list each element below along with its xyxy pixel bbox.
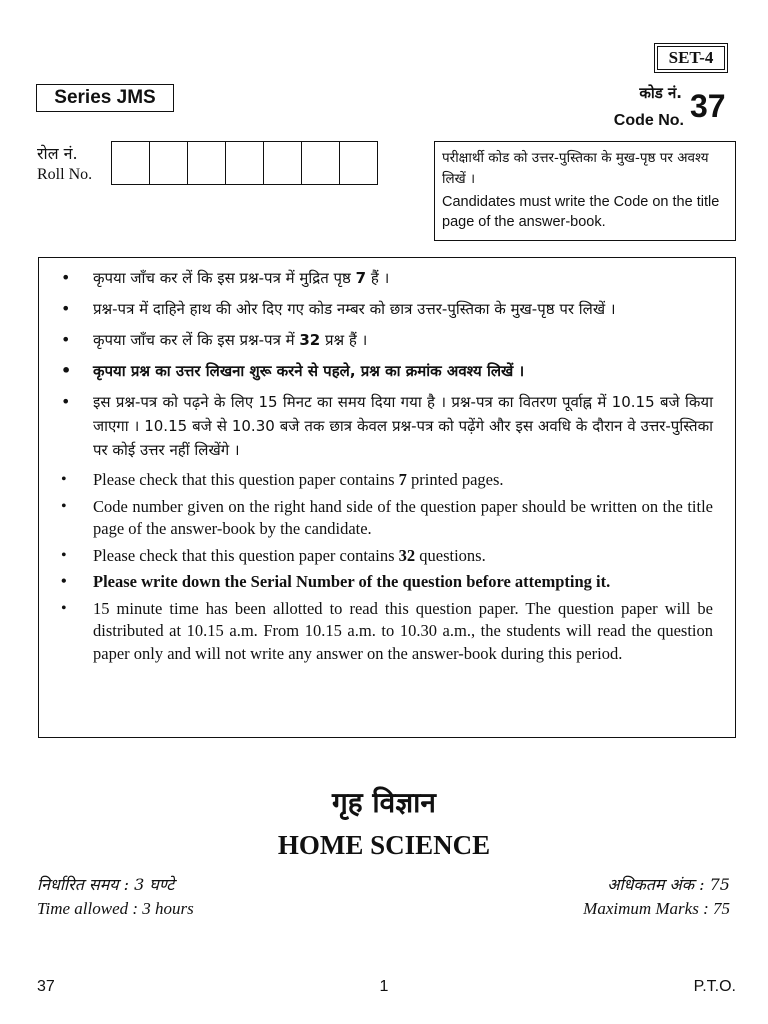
instruction-item xyxy=(59,359,713,383)
instruction-item xyxy=(59,571,713,594)
instruction-text: हैं । xyxy=(366,269,390,287)
instruction-text: कृपया जाँच कर लें कि इस प्रश्न-पत्र में मुद्रित पृष्ठ xyxy=(93,269,356,287)
instructions-list xyxy=(39,258,735,665)
instruction-text: 32 xyxy=(398,545,416,565)
code-label-hindi: कोड नं. xyxy=(639,84,682,102)
footer-code: 37 xyxy=(37,978,55,995)
instruction-text: questions. xyxy=(415,545,486,565)
instruction-item xyxy=(59,545,713,568)
instruction-item xyxy=(59,598,713,666)
instruction-item xyxy=(59,328,713,352)
roll-number-cell[interactable] xyxy=(188,142,226,184)
instruction-text: कृपया प्रश्न का उत्तर लिखना शुरू करने से पहले, प्रश्न का क्रमांक अवश्य लिखें । xyxy=(93,362,525,380)
time-allowed-hindi: निर्धारित समय : 3 घण्टे xyxy=(37,875,175,894)
footer-pto: P.T.O. xyxy=(693,978,736,995)
instruction-text: कृपया जाँच कर लें कि इस प्रश्न-पत्र में xyxy=(93,331,300,349)
set-label: SET-4 xyxy=(657,46,725,70)
instruction-text: इस प्रश्न-पत्र को पढ़ने के लिए 15 मिनट का समय दिया गया है । प्रश्न-पत्र का वितरण पूर्वाह्न में 10.15 बजे किया जाएगा । 10.15 बजे से 10.30 बजे तक छात्र केवल प्रश्न-पत्र को पढ़ेंगे और इस अवधि के दौरान वे उत्तर-पुस्तिका पर कोई उत्तर नहीं लिखेंगे । xyxy=(93,393,713,459)
instruction-item xyxy=(59,390,713,462)
instruction-text: 7 xyxy=(355,269,367,287)
candidate-note-hindi: परीक्षार्थी कोड को उत्तर-पुस्तिका के मुख-पृष्ठ पर अवश्य लिखें । xyxy=(442,150,709,187)
roll-label-english: Roll No. xyxy=(37,166,93,183)
subject-title-english: HOME SCIENCE xyxy=(277,830,491,860)
roll-label-hindi: रोल नं. xyxy=(37,144,78,163)
instruction-text: प्रश्न-पत्र में दाहिने हाथ की ओर दिए गए कोड नम्बर को छात्र उत्तर-पुस्तिका के मुख-पृष्ठ पर लिखें । xyxy=(93,300,616,318)
roll-number-cell[interactable] xyxy=(226,142,264,184)
roll-number-cell[interactable] xyxy=(112,142,150,184)
subject-title-hindi: गृह विज्ञान xyxy=(332,786,436,819)
instruction-text: Code number given on the right hand side of the question paper should be written on the title page of the answer-book by the candidate. xyxy=(93,496,713,538)
instruction-item xyxy=(59,496,713,541)
candidate-note-box xyxy=(434,141,736,241)
bullet-icon: • xyxy=(61,330,71,349)
series-label: Series JMS xyxy=(36,84,174,112)
instruction-text: Please write down the Serial Number of the question before attempting it. xyxy=(93,572,611,591)
roll-number-cell[interactable] xyxy=(302,142,340,184)
bullet-icon: • xyxy=(61,471,67,488)
set-box xyxy=(654,43,728,73)
instructions-box xyxy=(38,257,736,738)
bullet-icon: • xyxy=(61,299,71,318)
time-allowed-english: Time allowed : 3 hours xyxy=(37,899,194,918)
bullet-icon: • xyxy=(61,268,71,287)
instruction-item xyxy=(59,266,713,290)
instruction-text: 15 minute time has been allotted to read this question paper. The question paper will be distributed at 10.15 a.m. From 10.15 a.m. to 10.30 a.m., the students will read the question paper only and will not write any answer on the answer-book during this period. xyxy=(93,598,713,663)
bullet-icon: • xyxy=(61,392,71,411)
max-marks-hindi: अधिकतम अंक : 75 xyxy=(607,875,730,894)
bullet-icon: • xyxy=(61,546,67,564)
bullet-icon: • xyxy=(61,361,72,380)
instruction-text: 7 xyxy=(398,470,407,489)
instruction-item xyxy=(59,297,713,321)
code-number: 37 xyxy=(690,88,726,124)
instruction-text: printed pages. xyxy=(406,470,504,489)
footer-page-number: 1 xyxy=(379,978,389,995)
instruction-text: Please check that this question paper contains xyxy=(93,470,399,489)
roll-number-cell[interactable] xyxy=(340,142,378,184)
instruction-item xyxy=(59,469,713,492)
instruction-text: प्रश्न हैं । xyxy=(320,331,368,349)
roll-number-cell[interactable] xyxy=(150,142,188,184)
instruction-text: Please check that this question paper contains xyxy=(93,545,399,565)
roll-number-grid[interactable] xyxy=(111,141,378,185)
instruction-text: 32 xyxy=(299,331,321,349)
roll-number-cell[interactable] xyxy=(264,142,302,184)
bullet-icon: • xyxy=(61,599,67,617)
code-label-english: Code No. xyxy=(613,112,684,129)
max-marks-english: Maximum Marks : 75 xyxy=(583,899,730,918)
bullet-icon: • xyxy=(61,573,67,590)
candidate-note-english: Candidates must write the Code on the title page of the answer-book. xyxy=(442,194,720,230)
bullet-icon: • xyxy=(61,497,67,515)
